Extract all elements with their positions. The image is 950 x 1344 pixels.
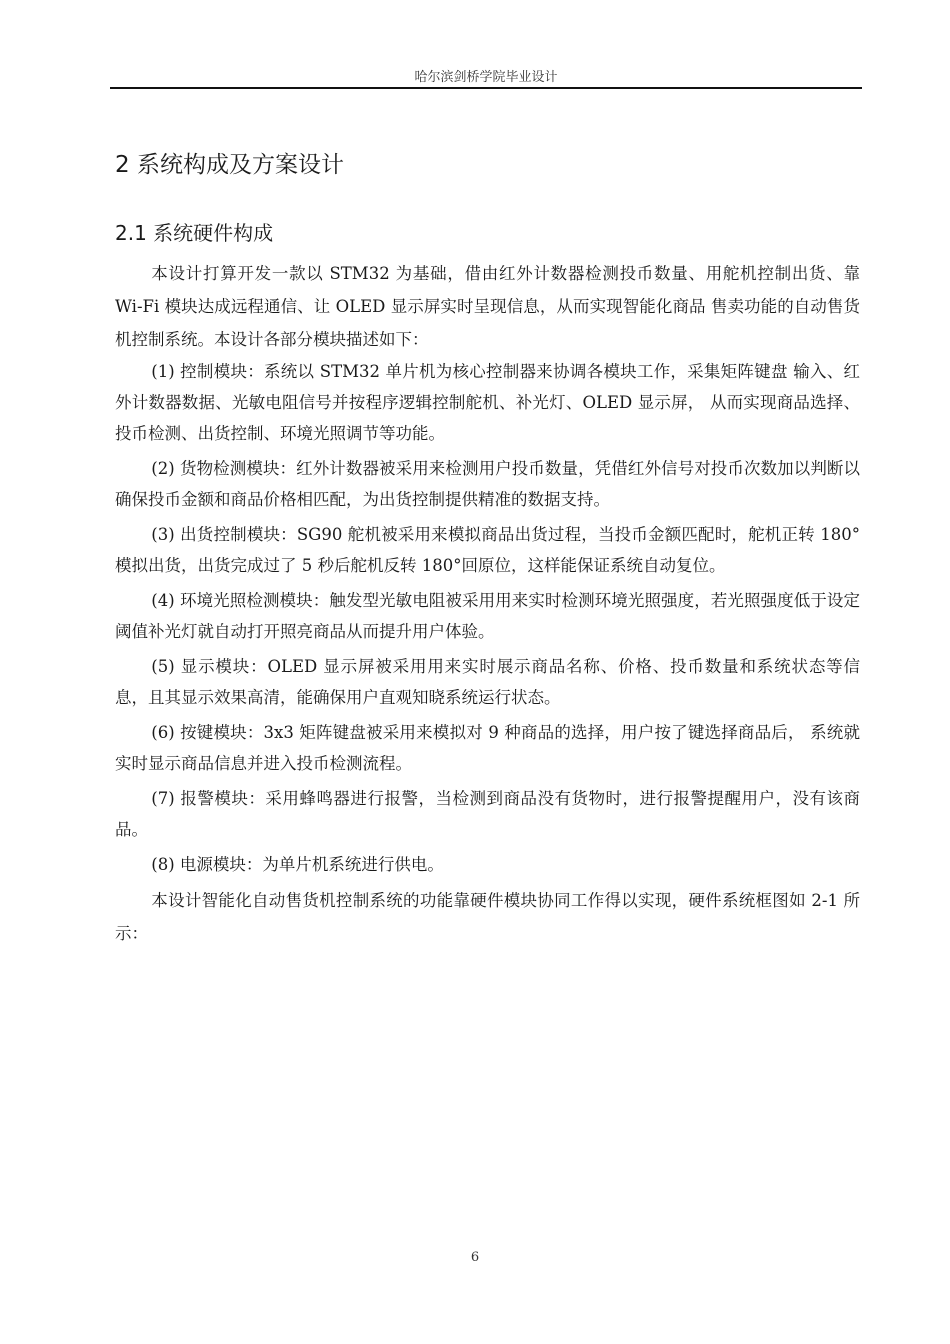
header-rule	[110, 87, 862, 89]
page-header: 哈尔滨剑桥学院毕业设计	[414, 70, 558, 85]
module-keypad: (6) 按键模块：3x3 矩阵键盘被采用来模拟对 9 种商品的选择，用户按了键选择商品后， 系统就实时显示商品信息并进入投币检测流程。	[115, 723, 860, 773]
page-number: 6	[470, 1250, 480, 1265]
module-control: (1) 控制模块：系统以 STM32 单片机为核心控制器来协调各模块工作，采集矩阵键盘 输入、红外计数器数据、光敏电阻信号并按程序逻辑控制舵机、补光灯、OLED 显示屏， 从而实现商品选择、投币检测、出货控制、环境光照调节等功能。	[115, 362, 860, 443]
module-light-detection: (4) 环境光照检测模块：触发型光敏电阻被采用用来实时检测环境光照强度，若光照强度低于设定阈值补光灯就自动打开照亮商品从而提升用户体验。	[115, 591, 860, 641]
module-alarm: (7) 报警模块：采用蜂鸣器进行报警，当检测到商品没有货物时，进行报警提醒用户，没有该商品。	[115, 789, 860, 839]
module-display: (5) 显示模块：OLED 显示屏被采用用来实时展示商品名称、价格、投币数量和系统状态等信息，且其显示效果高清，能确保用户直观知晓系统运行状态。	[115, 657, 860, 707]
module-dispense-control: (3) 出货控制模块：SG90 舵机被采用来模拟商品出货过程，当投币金额匹配时，舵机正转 180°模拟出货，出货完成过了 5 秒后舵机反转 180°回原位，这样能保证系统自动复位。	[115, 525, 860, 575]
module-goods-detection: (2) 货物检测模块：红外计数器被采用来检测用户投币数量，凭借红外信号对投币次数加以判断以确保投币金额和商品价格相匹配，为出货控制提供精准的数据支持。	[115, 459, 860, 509]
closing-paragraph: 本设计智能化自动售货机控制系统的功能靠硬件模块协同工作得以实现，硬件系统框图如 2-1 所示：	[115, 891, 860, 943]
intro-paragraph: 本设计打算开发一款以 STM32 为基础，借由红外计数器检测投币数量、用舵机控制出货、靠 Wi-Fi 模块达成远程通信、让 OLED 显示屏实时呈现信息，从而实现智能化商品 售卖功能的自动售货机控制系统。本设计各部分模块描述如下：	[115, 264, 860, 349]
module-power: (8) 电源模块：为单片机系统进行供电。	[151, 855, 444, 874]
section-title: 2.1 系统硬件构成	[115, 221, 274, 245]
page-body	[115, 145, 860, 950]
chapter-title: 2 系统构成及方案设计	[115, 152, 344, 178]
